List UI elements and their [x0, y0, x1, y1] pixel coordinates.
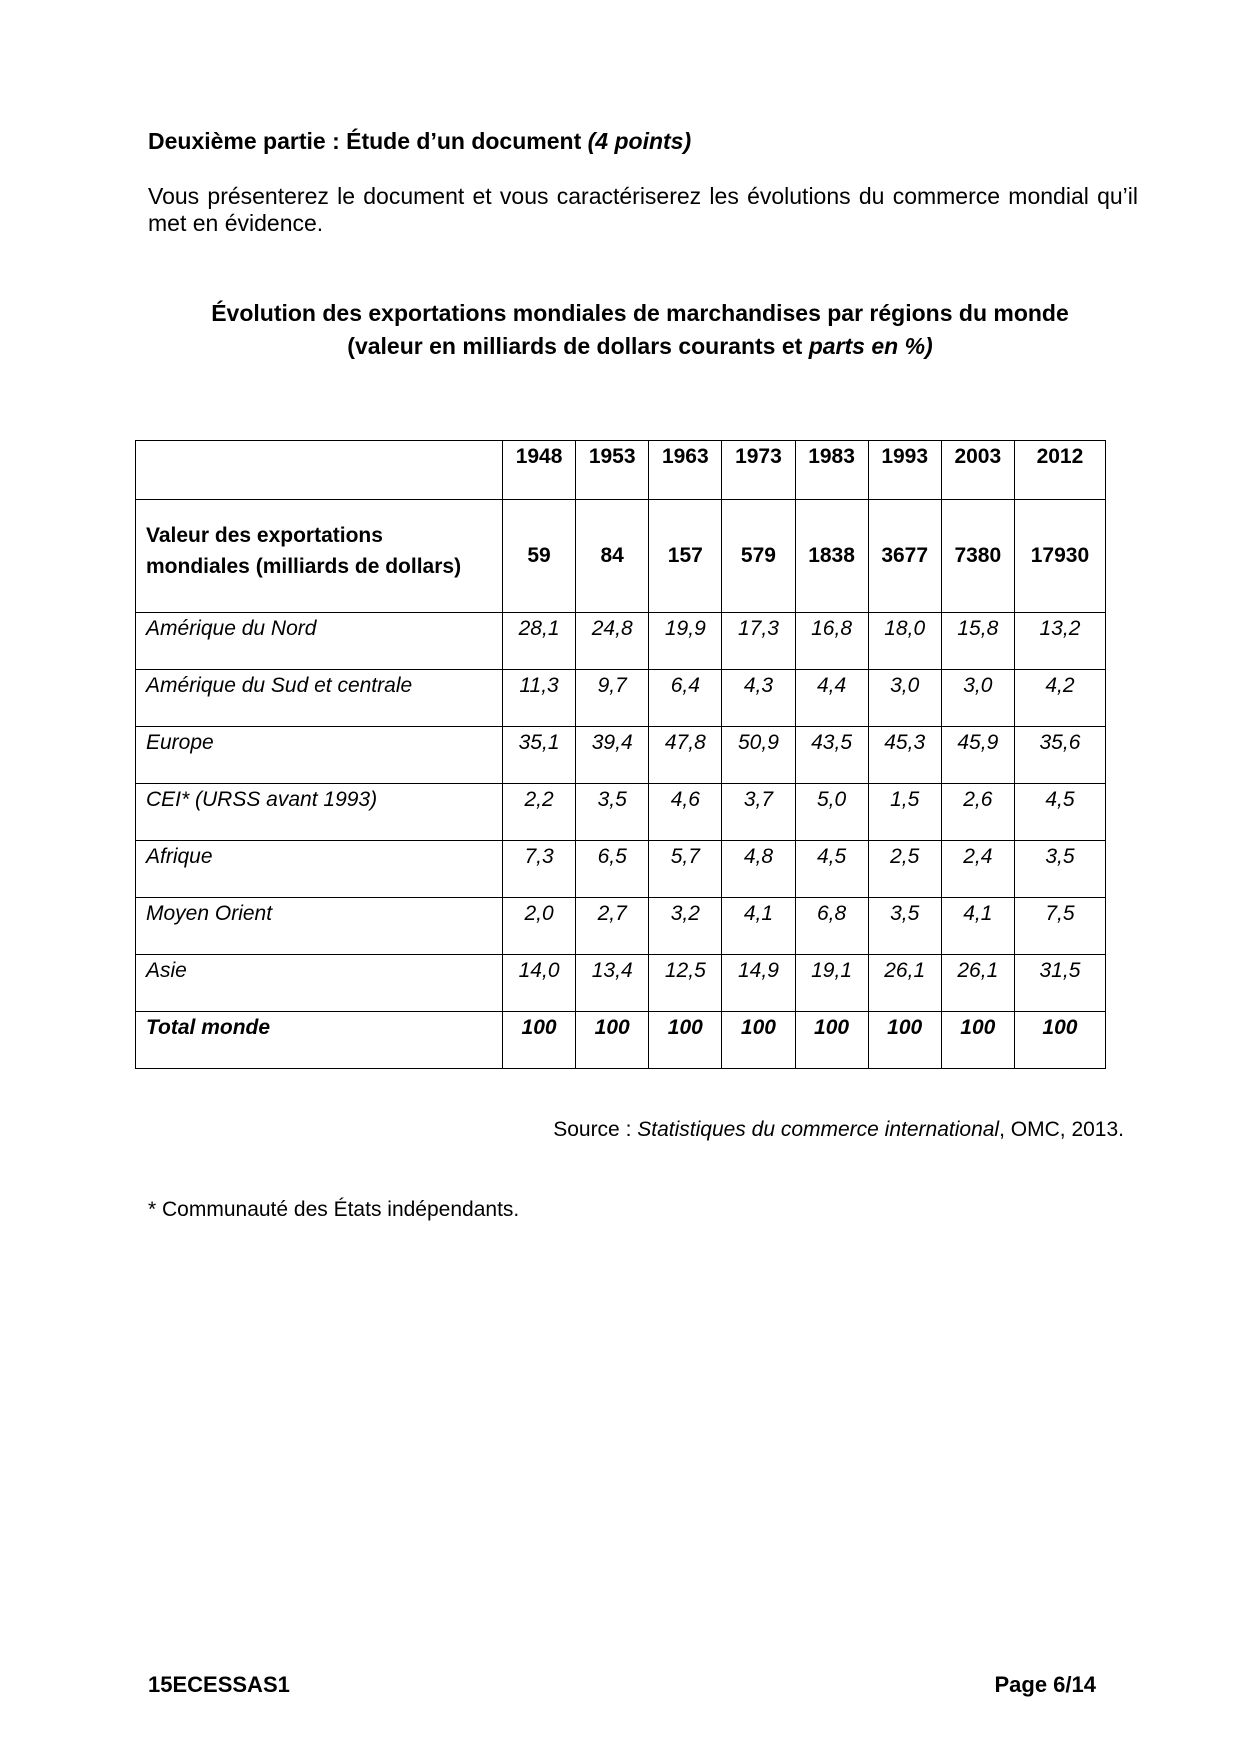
export-value-cell: 7380: [941, 500, 1014, 613]
region-share-cell: 13,4: [576, 955, 649, 1012]
year-header: 1973: [722, 441, 795, 500]
region-name: Asie: [136, 955, 503, 1012]
source-citation: [553, 1118, 1124, 1142]
region-share-cell: 15,8: [941, 613, 1014, 670]
region-share-cell: 100: [795, 1012, 868, 1069]
region-share-cell: 3,5: [1014, 841, 1105, 898]
year-header-row: [136, 441, 1106, 500]
footer-code: 15ECESSAS1: [148, 1672, 290, 1697]
source-prefix: Source :: [553, 1118, 638, 1141]
table-title-line2: [120, 330, 1160, 363]
region-share-cell: 4,1: [941, 898, 1014, 955]
region-share-cell: 24,8: [576, 613, 649, 670]
region-share-cell: 2,6: [941, 784, 1014, 841]
region-name: Afrique: [136, 841, 503, 898]
source-suffix: , OMC, 2013.: [999, 1118, 1124, 1141]
region-share-cell: 7,5: [1014, 898, 1105, 955]
region-share-cell: 100: [649, 1012, 722, 1069]
region-share-cell: 17,3: [722, 613, 795, 670]
region-share-cell: 47,8: [649, 727, 722, 784]
section-heading-points: (4 points): [587, 128, 692, 154]
export-value-cell: 3677: [868, 500, 941, 613]
region-share-cell: 13,2: [1014, 613, 1105, 670]
region-share-cell: 35,1: [503, 727, 576, 784]
region-row: [136, 784, 1106, 841]
region-share-cell: 4,5: [795, 841, 868, 898]
region-share-cell: 4,1: [722, 898, 795, 955]
section-heading: [148, 128, 691, 155]
region-row: [136, 727, 1106, 784]
region-share-cell: 14,9: [722, 955, 795, 1012]
region-share-cell: 45,3: [868, 727, 941, 784]
region-share-cell: 2,5: [868, 841, 941, 898]
region-share-cell: 3,5: [576, 784, 649, 841]
region-share-cell: 39,4: [576, 727, 649, 784]
region-share-cell: 100: [868, 1012, 941, 1069]
region-share-cell: 19,9: [649, 613, 722, 670]
region-share-cell: 43,5: [795, 727, 868, 784]
region-row: [136, 841, 1106, 898]
region-share-cell: 18,0: [868, 613, 941, 670]
region-row: [136, 670, 1106, 727]
region-share-cell: 31,5: [1014, 955, 1105, 1012]
export-value-cell: 84: [576, 500, 649, 613]
year-header: 1963: [649, 441, 722, 500]
total-row: [136, 1012, 1106, 1069]
region-share-cell: 3,0: [941, 670, 1014, 727]
region-row: [136, 955, 1106, 1012]
region-share-cell: 28,1: [503, 613, 576, 670]
year-header: 2012: [1014, 441, 1105, 500]
region-share-cell: 45,9: [941, 727, 1014, 784]
region-name: CEI* (URSS avant 1993): [136, 784, 503, 841]
region-name: Europe: [136, 727, 503, 784]
region-share-cell: 5,7: [649, 841, 722, 898]
table-title: [120, 297, 1160, 363]
region-share-cell: 6,4: [649, 670, 722, 727]
region-share-cell: 16,8: [795, 613, 868, 670]
region-share-cell: 4,2: [1014, 670, 1105, 727]
export-value-cell: 579: [722, 500, 795, 613]
region-share-cell: 4,4: [795, 670, 868, 727]
region-share-cell: 19,1: [795, 955, 868, 1012]
source-title: Statistiques du commerce international: [637, 1118, 1000, 1141]
table-title-line2-start: (valeur en milliards de dollars courants et: [347, 333, 809, 359]
export-value-label: Valeur des exportations mondiales (milliards de dollars): [136, 500, 503, 613]
region-share-cell: 7,3: [503, 841, 576, 898]
section-heading-text: Deuxième partie : Étude d’un document: [148, 128, 588, 154]
region-share-cell: 6,5: [576, 841, 649, 898]
region-share-cell: 4,3: [722, 670, 795, 727]
region-name: Moyen Orient: [136, 898, 503, 955]
region-share-cell: 26,1: [868, 955, 941, 1012]
export-value-cell: 17930: [1014, 500, 1105, 613]
region-share-cell: 100: [1014, 1012, 1105, 1069]
region-share-cell: 3,7: [722, 784, 795, 841]
region-name: Amérique du Sud et centrale: [136, 670, 503, 727]
region-share-cell: 2,2: [503, 784, 576, 841]
year-header: 2003: [941, 441, 1014, 500]
year-header: 1953: [576, 441, 649, 500]
region-name: Amérique du Nord: [136, 613, 503, 670]
region-share-cell: 35,6: [1014, 727, 1105, 784]
region-share-cell: 100: [722, 1012, 795, 1069]
region-share-cell: 2,7: [576, 898, 649, 955]
footer-page-number: Page 6/14: [994, 1672, 1096, 1697]
region-share-cell: 14,0: [503, 955, 576, 1012]
region-row: [136, 613, 1106, 670]
region-share-cell: 5,0: [795, 784, 868, 841]
instruction-text: Vous présenterez le document et vous caractériserez les évolutions du commerce mondial qu’il met en évidence.: [148, 183, 1138, 236]
region-share-cell: 26,1: [941, 955, 1014, 1012]
region-share-cell: 3,2: [649, 898, 722, 955]
region-share-cell: 4,8: [722, 841, 795, 898]
region-share-cell: 2,0: [503, 898, 576, 955]
region-share-cell: 3,0: [868, 670, 941, 727]
table-title-line2-italic: parts en %): [808, 333, 933, 359]
region-share-cell: 12,5: [649, 955, 722, 1012]
region-share-cell: 100: [941, 1012, 1014, 1069]
footnote: * Communauté des États indépendants.: [148, 1198, 520, 1221]
region-share-cell: 11,3: [503, 670, 576, 727]
region-name: Total monde: [136, 1012, 503, 1069]
region-share-cell: 100: [576, 1012, 649, 1069]
region-share-cell: 50,9: [722, 727, 795, 784]
region-share-cell: 9,7: [576, 670, 649, 727]
region-share-cell: 1,5: [868, 784, 941, 841]
export-value-cell: 157: [649, 500, 722, 613]
region-share-cell: 6,8: [795, 898, 868, 955]
region-share-cell: 4,5: [1014, 784, 1105, 841]
export-value-cell: 1838: [795, 500, 868, 613]
exports-table: [135, 440, 1106, 1069]
table-title-line1: Évolution des exportations mondiales de marchandises par régions du monde: [211, 300, 1069, 326]
year-header: 1948: [503, 441, 576, 500]
year-header: 1993: [868, 441, 941, 500]
export-value-row: [136, 500, 1106, 613]
region-share-cell: 4,6: [649, 784, 722, 841]
export-value-cell: 59: [503, 500, 576, 613]
region-share-cell: 2,4: [941, 841, 1014, 898]
table-corner-cell: [136, 441, 503, 500]
region-share-cell: 100: [503, 1012, 576, 1069]
region-row: [136, 898, 1106, 955]
year-header: 1983: [795, 441, 868, 500]
region-share-cell: 3,5: [868, 898, 941, 955]
